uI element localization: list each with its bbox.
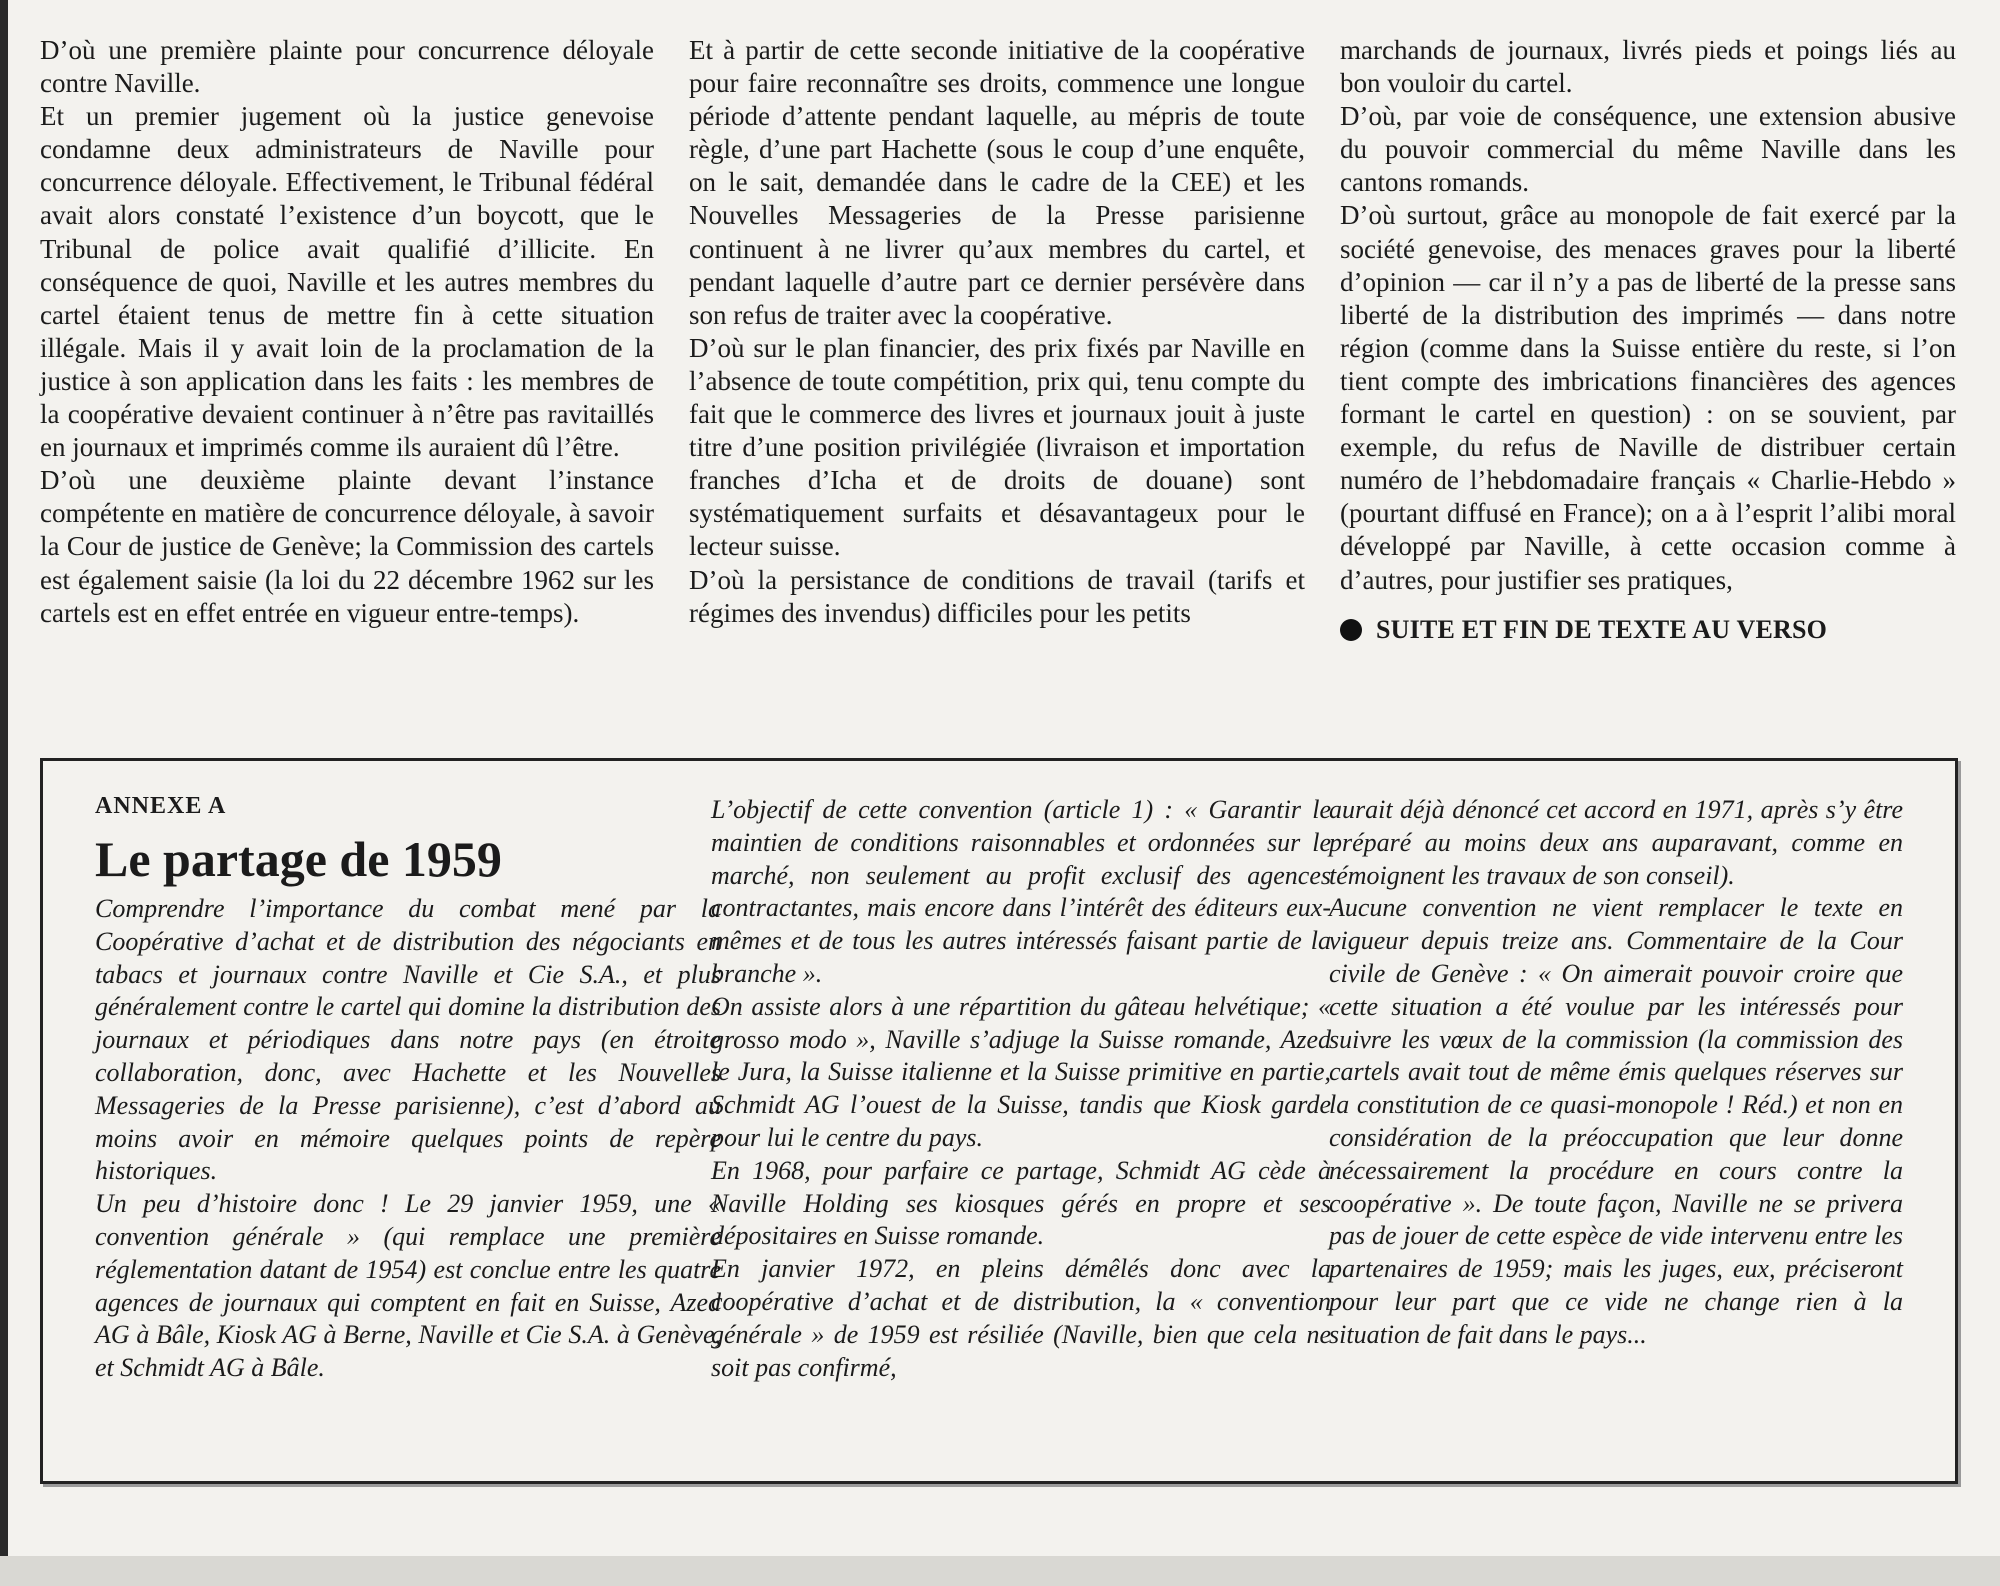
paragraph: D’où sur le plan financier, des prix fixés par Naville en l’absence de toute compétition, prix qui, tenu compte du fait que le commerce des livres et journaux jouit à juste titre d’une position privilégiée (livraison et importation franches d’Icha et de droits de douane) sont systématiquement surfaits et désavantageux pour le lecteur suisse. bbox=[689, 332, 1305, 562]
paragraph: Un peu d’histoire donc ! Le 29 janvier 1959, une « convention générale » (qui remplace une première réglementation datant de 1954) est conclue entre les quatre agences de journaux qui comptent en fait en Suisse, Azed AG à Bâle, Kiosk AG à Berne, Naville et Cie S.A. à Genève, et Schmidt AG à Bâle. bbox=[95, 1189, 721, 1383]
paragraph: Aucune convention ne vient remplacer le texte en vigueur depuis treize ans. Commentaire de la Cour civile de Genève : « On aimerait pouvoir croire que cette situation a été voulue par les intéressés pour suivre les vœux de la commission (la commission des cartels avait tout de même émis quelques réserves sur la constitution de ce quasi-monopole ! Réd.) et non en considération de la préoccupation que leur donne nécessairement la procédure en cours contre la coopérative ». De toute façon, Naville ne se privera pas de jouer de cette espèce de vide intervenu entre les partenaires de 1959; mais les juges, eux, préciseront pour leur part que ce vide ne change rien à la situation de fait dans le pays... bbox=[1329, 893, 1903, 1349]
paragraph: Et à partir de cette seconde initiative de la coopérative pour faire reconnaître ses droits, commence une longue période d’attente pendant laquelle, au mépris de toute règle, d’une part Hachette (sous le coup d’une enquête, on le sait, demandée dans le cadre de la CEE) et les Nouvelles Messageries de la Presse parisienne continuent à ne livrer qu’aux membres du cartel, et pendant laquelle d’autre part ce dernier persévère dans son refus de traiter avec la coopérative. bbox=[689, 35, 1305, 330]
paragraph: En janvier 1972, en pleins démêlés donc avec la coopérative d’achat et de distribution, la « convention générale » de 1959 est résiliée (Naville, bien que cela ne soit pas confirmé, bbox=[711, 1254, 1331, 1382]
paragraph: En 1968, pour parfaire ce partage, Schmidt AG cède à Naville Holding ses kiosques gérés en propre et ses dépositaires en Suisse romande. bbox=[711, 1155, 1331, 1251]
bullet-icon bbox=[1340, 619, 1362, 641]
paragraph: D’où surtout, grâce au monopole de fait exercé par la société genevoise, des menaces graves pour la liberté d’opinion — car il n’y a pas de liberté de la presse sans liberté de la distribution des imprimés — dans notre région (comme dans la Suisse entière du reste, si l’on tient compte des imbrications financières des agences formant le cartel en question) : on se souvient, par exemple, du refus de Naville de distribuer certain numéro de l’hebdomadaire français « Charlie-Hebdo » (pourtant diffusé en France); on a à l’esprit l’alibi moral développé par Naville, à cette occasion comme à d’autres, pour justifier ses pratiques, bbox=[1340, 200, 1956, 595]
paragraph: Comprendre l’importance du combat mené par la Coopérative d’achat et de distribution des négociants en tabacs et journaux contre Naville et Cie S.A., et plus généralement contre le cartel qui domine la distribution des journaux et périodiques dans notre pays (en étroite collaboration, donc, avec Hachette et les Nouvelles Messageries de la Presse parisienne), c’est d’abord au moins avoir en mémoire quelques points de repère historiques. bbox=[95, 894, 721, 1186]
annex-column-2 bbox=[711, 794, 1331, 1384]
paragraph: aurait déjà dénoncé cet accord en 1971, après s’y être préparé au moins deux ans auparavant, comme en témoignent les travaux de son conseil). bbox=[1329, 795, 1903, 890]
continued-notice bbox=[1340, 613, 1956, 646]
paragraph: D’où, par voie de conséquence, une extension abusive du pouvoir commercial du même Naville dans les cantons romands. bbox=[1340, 101, 1956, 198]
page-edge bbox=[0, 0, 8, 1586]
article-column-2 bbox=[689, 34, 1305, 630]
page-bottom-margin bbox=[0, 1556, 2000, 1586]
continued-notice-text: SUITE ET FIN DE TEXTE AU VERSO bbox=[1376, 614, 1828, 644]
paragraph: Et un premier jugement où la justice genevoise condamne deux administrateurs de Naville pour concurrence déloyale. Effectivement, le Tribunal fédéral avait alors constaté l’existence d’un boycott, que le Tribunal de police avait qualifié d’illicite. En conséquence de quoi, Naville et les autres membres du cartel étaient tenus de mettre fin à cette situation illégale. Mais il y avait loin de la proclamation de la justice à son application dans les faits : les membres de la coopérative devaient continuer à n’être pas ravitaillés en journaux et imprimés comme ils auraient dû l’être. bbox=[40, 101, 654, 463]
paragraph: D’où une première plainte pour concurrence déloyale contre Naville. bbox=[40, 35, 654, 99]
annex-title: Le partage de 1959 bbox=[95, 831, 502, 887]
article-column-1 bbox=[40, 34, 654, 630]
paragraph: On assiste alors à une répartition du gâteau helvétique; « grosso modo », Naville s’adjuge la Suisse romande, Azed le Jura, la Suisse italienne et la Suisse primitive en partie, Schmidt AG l’ouest de la Suisse, tandis que Kiosk garde pour lui le centre du pays. bbox=[711, 991, 1331, 1152]
article-column-3 bbox=[1340, 34, 1956, 646]
paragraph: D’où la persistance de conditions de travail (tarifs et régimes des invendus) difficiles pour les petits bbox=[689, 564, 1305, 628]
annex-label: ANNEXE A bbox=[95, 793, 227, 819]
annex-box bbox=[40, 758, 1958, 1484]
paragraph: marchands de journaux, livrés pieds et poings liés au bon vouloir du cartel. bbox=[1340, 35, 1956, 99]
annex-column-1 bbox=[95, 791, 721, 1385]
annex-column-3 bbox=[1329, 794, 1903, 1352]
paragraph: D’où une deuxième plainte devant l’instance compétente en matière de concurrence déloyale, à savoir la Cour de justice de Genève; la Commission des cartels est également saisie (la loi du 22 décembre 1962 sur les cartels est en effet entrée en vigueur entre-temps). bbox=[40, 465, 654, 628]
paragraph: L’objectif de cette convention (article 1) : « Garantir le maintien de conditions raisonnables et ordonnées sur le marché, non seulement au profit exclusif des agences contractantes, mais encore dans l’intérêt des éditeurs eux-mêmes et de tous les autres intéressés faisant partie de la branche ». bbox=[711, 795, 1331, 988]
